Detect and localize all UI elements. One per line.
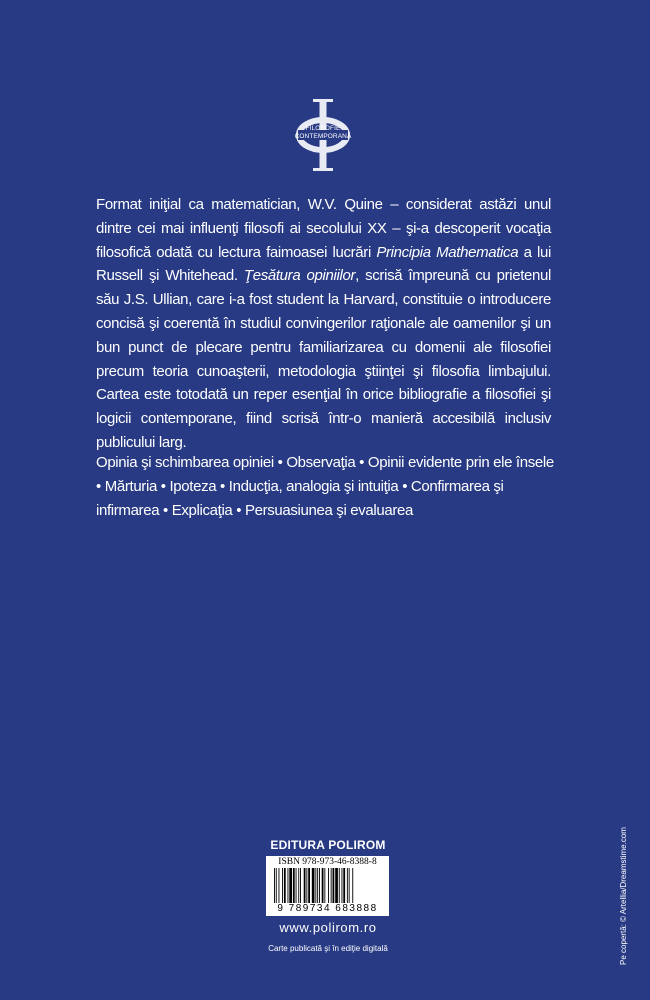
- barcode-bar: [342, 868, 343, 903]
- barcode-bar: [300, 868, 301, 903]
- barcode-bar: [293, 868, 295, 903]
- barcode-bar: [282, 868, 283, 903]
- barcode-bar: [298, 868, 299, 903]
- digital-edition-note: Carte publicată şi în ediţie digitală: [268, 944, 388, 953]
- barcode-bar: [322, 868, 324, 903]
- barcode-bar: [317, 868, 318, 903]
- barcode-bar: [276, 868, 277, 903]
- barcode-bar: [319, 868, 320, 903]
- barcode-bar: [331, 868, 332, 903]
- barcode-bar: [296, 868, 297, 903]
- barcode-bar: [333, 868, 335, 903]
- publisher-name: EDITURA POLIROM: [270, 838, 386, 852]
- barcode-bar: [352, 868, 353, 903]
- topics-list: Opinia şi schimbarea opiniei • Observaţia • Opinii evidente prin ele însele • Mărturia • Ipoteza • Inducţia, analogia şi intuiţia • Confirmarea şi infirmarea • Explicaţia • Persuasiunea şi evaluarea: [96, 454, 554, 519]
- barcode-bar: [304, 868, 306, 903]
- barcode-bar: [279, 868, 280, 903]
- back-cover-blurb: Format iniţial ca matematician, W.V. Quine – considerat astăzi unul dintre cei mai influenţi filosofi ai secolului XX – şi-a descoperit vocaţia filosofică odată cu lectura faimoasei lucrări Principia Mathematica a lui Russell şi Whitehead. Ţesătura opiniilor, scrisă împreună cu prietenul său J.S. Ullian, care i-a fost student la Harvard, constituie o introducere concisă şi coerentă în studiul convingerilor raţionale ale oamenilor şi un bun punct de plecare pentru familiarizarea cu domenii ale filosofiei precum teoria cunoaşterii, metodologia ştiinţei şi filosofia limbajului. Cartea este totodată un reper esenţial în orice bibliografie a filosofiei şi logicii contemporane, fiind scrisă într-o manieră accesibilă inclusiv publicului larg.: [96, 196, 551, 451]
- barcode-bar: [308, 868, 310, 903]
- barcode-bar: [315, 868, 316, 903]
- website-link[interactable]: www.polirom.ro: [279, 920, 377, 935]
- barcode-bar: [339, 868, 340, 903]
- title-tesatura: Ţesătura opiniilor: [243, 267, 356, 285]
- barcode-bar: [289, 868, 292, 903]
- barcode-bar: [284, 868, 286, 903]
- barcode-bar: [347, 868, 348, 903]
- barcode-digits: 9 789734 683888: [277, 903, 378, 914]
- isbn-number: ISBN 978-973-46-8388-8: [278, 857, 377, 867]
- barcode-bar: [274, 868, 275, 903]
- barcode-bar: [312, 868, 315, 903]
- barcode-bar: [335, 868, 338, 903]
- title-principia: Principia Mathematica: [376, 243, 519, 261]
- cover-photo-credit: Pe copertă: © Artellia/Dreamstime.com: [619, 827, 628, 965]
- barcode-bar: [343, 868, 345, 903]
- isbn-barcode: [266, 856, 389, 916]
- barcode-bar: [349, 868, 350, 903]
- series-name: FILOSOFIE CONTEMPORANĂ: [294, 125, 352, 140]
- barcode-bars: [274, 868, 381, 903]
- barcode-bar: [328, 868, 329, 903]
- barcode-bar: [324, 868, 325, 903]
- barcode-bar: [306, 868, 307, 903]
- barcode-bar: [288, 868, 289, 903]
